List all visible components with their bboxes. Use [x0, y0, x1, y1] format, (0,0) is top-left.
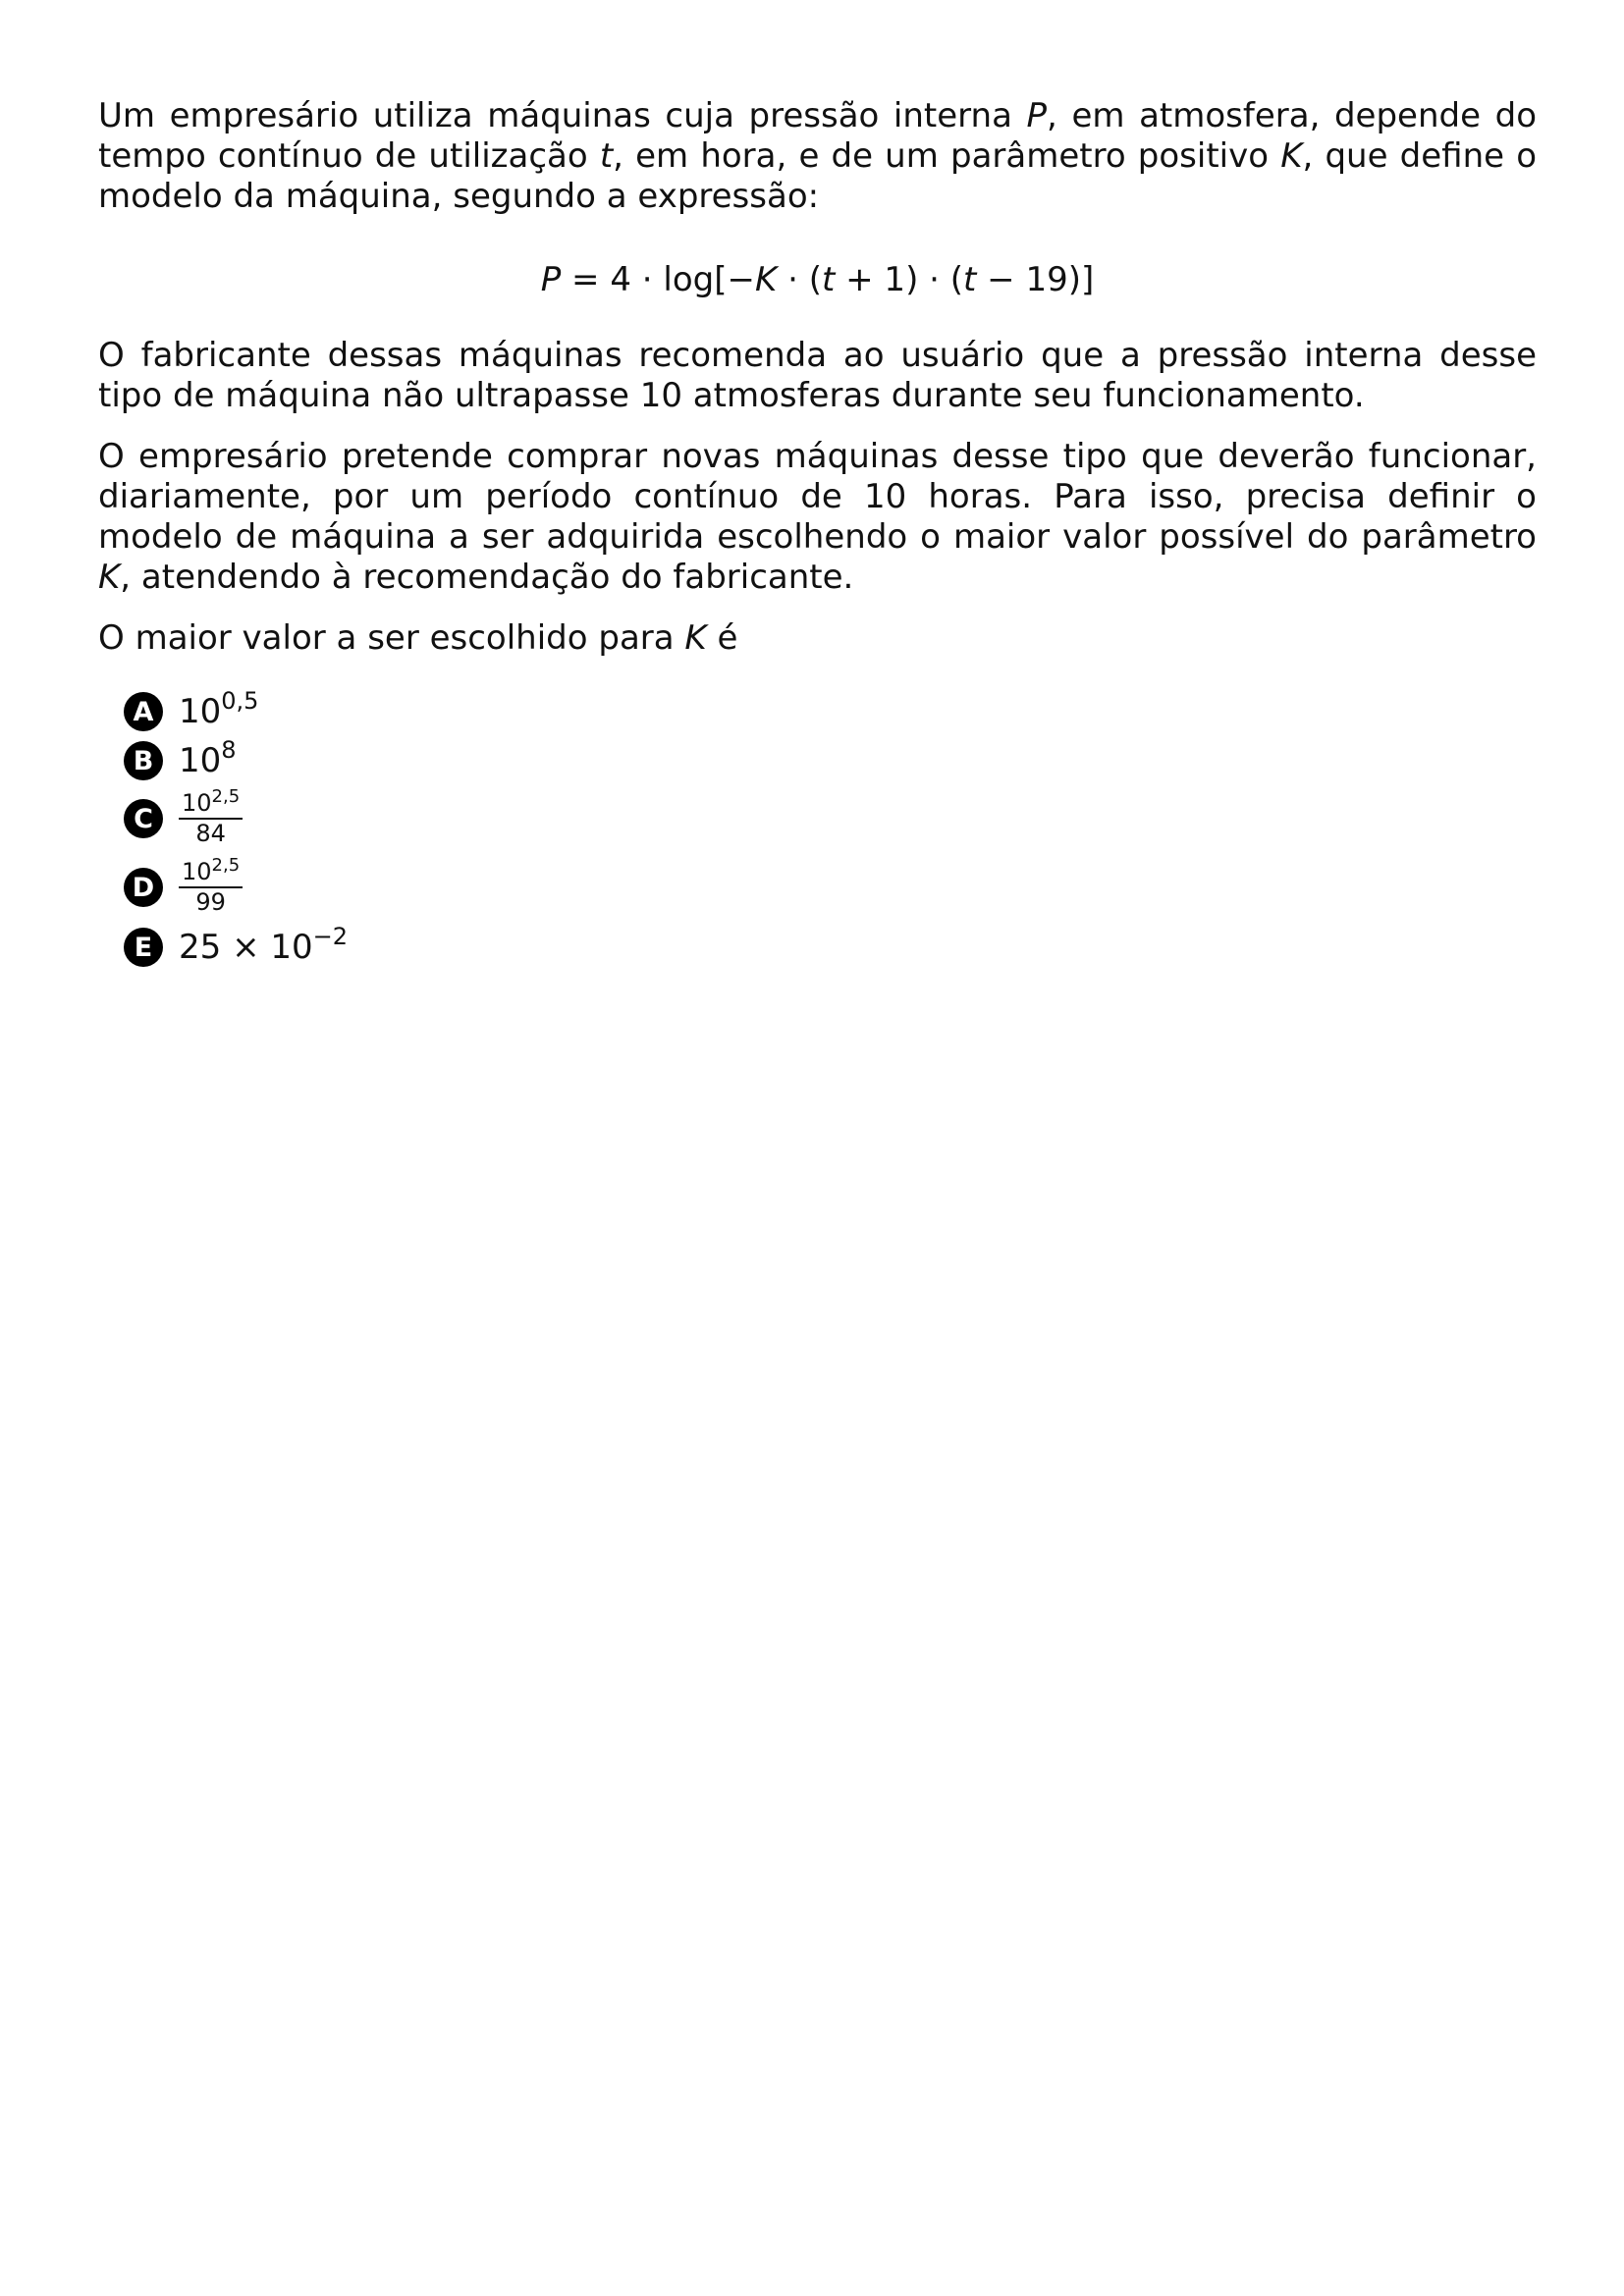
equation-part-3: + 1) · (: [835, 260, 964, 299]
variable-p: P: [1026, 96, 1048, 135]
option-a[interactable]: [124, 687, 1537, 731]
option-e-base: 25 × 10: [179, 928, 313, 967]
intro-text-1: Um empresário utiliza máquinas cuja pressão interna: [98, 96, 1027, 135]
option-b-letter-badge: B: [124, 741, 163, 780]
answer-options: [124, 687, 1537, 967]
option-b-exponent: 8: [221, 736, 237, 764]
equation-part-2: · (: [777, 260, 822, 299]
intro-paragraph: [98, 96, 1537, 217]
option-a-base: 10: [179, 692, 222, 731]
option-a-value: [179, 687, 259, 731]
equation-k: K: [755, 260, 778, 299]
buyer-text-end: , atendendo à recomendação do fabricante.: [120, 558, 854, 597]
option-d-letter-badge: D: [124, 868, 163, 907]
option-b[interactable]: [124, 736, 1537, 780]
option-d-denominator: 99: [195, 888, 226, 916]
option-a-letter-badge: A: [124, 692, 163, 731]
variable-k: K: [1280, 136, 1303, 176]
option-b-value: [179, 736, 237, 780]
equation-part-4: − 19)]: [976, 260, 1095, 299]
intro-text-3: , em hora, e de um parâmetro positivo: [613, 136, 1281, 176]
question-page: [98, 96, 1537, 977]
equation-t1: t: [821, 260, 836, 299]
option-c-fraction: [179, 786, 243, 847]
equation-lhs: P: [540, 260, 562, 299]
option-e-value: [179, 923, 349, 967]
option-d-fraction: [179, 855, 243, 916]
prompt-text-end: é: [706, 618, 738, 658]
question-prompt: [98, 618, 1537, 659]
intro-text-4: , que define o modelo da máquina, segundo a expressão:: [98, 136, 1538, 216]
option-c-num-base: 10: [182, 789, 212, 817]
option-c-denominator: 84: [195, 820, 226, 847]
equation-t2: t: [963, 260, 977, 299]
prompt-text: O maior valor a ser escolhido para: [98, 618, 685, 658]
option-a-exponent: 0,5: [221, 687, 259, 715]
option-d-num-base: 10: [182, 858, 212, 885]
equation-part-1: = 4 · log[−: [561, 260, 755, 299]
intro-text-2: , em atmosfera, depende do tempo contínuo de utilização: [98, 96, 1537, 176]
variable-k-2: K: [98, 558, 121, 597]
option-d[interactable]: [124, 855, 1537, 916]
option-c[interactable]: [124, 786, 1537, 847]
option-c-letter-badge: C: [124, 799, 163, 838]
variable-t: t: [599, 136, 614, 176]
option-c-numerator: [179, 786, 243, 820]
manufacturer-paragraph: O fabricante dessas máquinas recomenda ao usuário que a pressão interna desse tipo de máquina não ultrapasse 10 atmosferas durante seu funcionamento.: [98, 336, 1537, 415]
option-d-numerator: [179, 855, 243, 888]
variable-k-3: K: [684, 618, 707, 658]
buyer-paragraph: [98, 437, 1537, 598]
option-e[interactable]: [124, 923, 1537, 967]
pressure-equation: [98, 260, 1537, 300]
option-c-num-exponent: 2,5: [211, 786, 241, 807]
option-e-letter-badge: E: [124, 928, 163, 967]
option-e-exponent: −2: [312, 923, 349, 950]
option-d-num-exponent: 2,5: [211, 855, 241, 876]
option-b-base: 10: [179, 741, 222, 780]
buyer-text: O empresário pretende comprar novas máquinas desse tipo que deverão funcionar, diariamente, por um período contínuo de 10 horas. Para isso, precisa definir o modelo de máquina a ser adquirida escolhendo o maior valor possível do parâmetro: [98, 437, 1537, 557]
